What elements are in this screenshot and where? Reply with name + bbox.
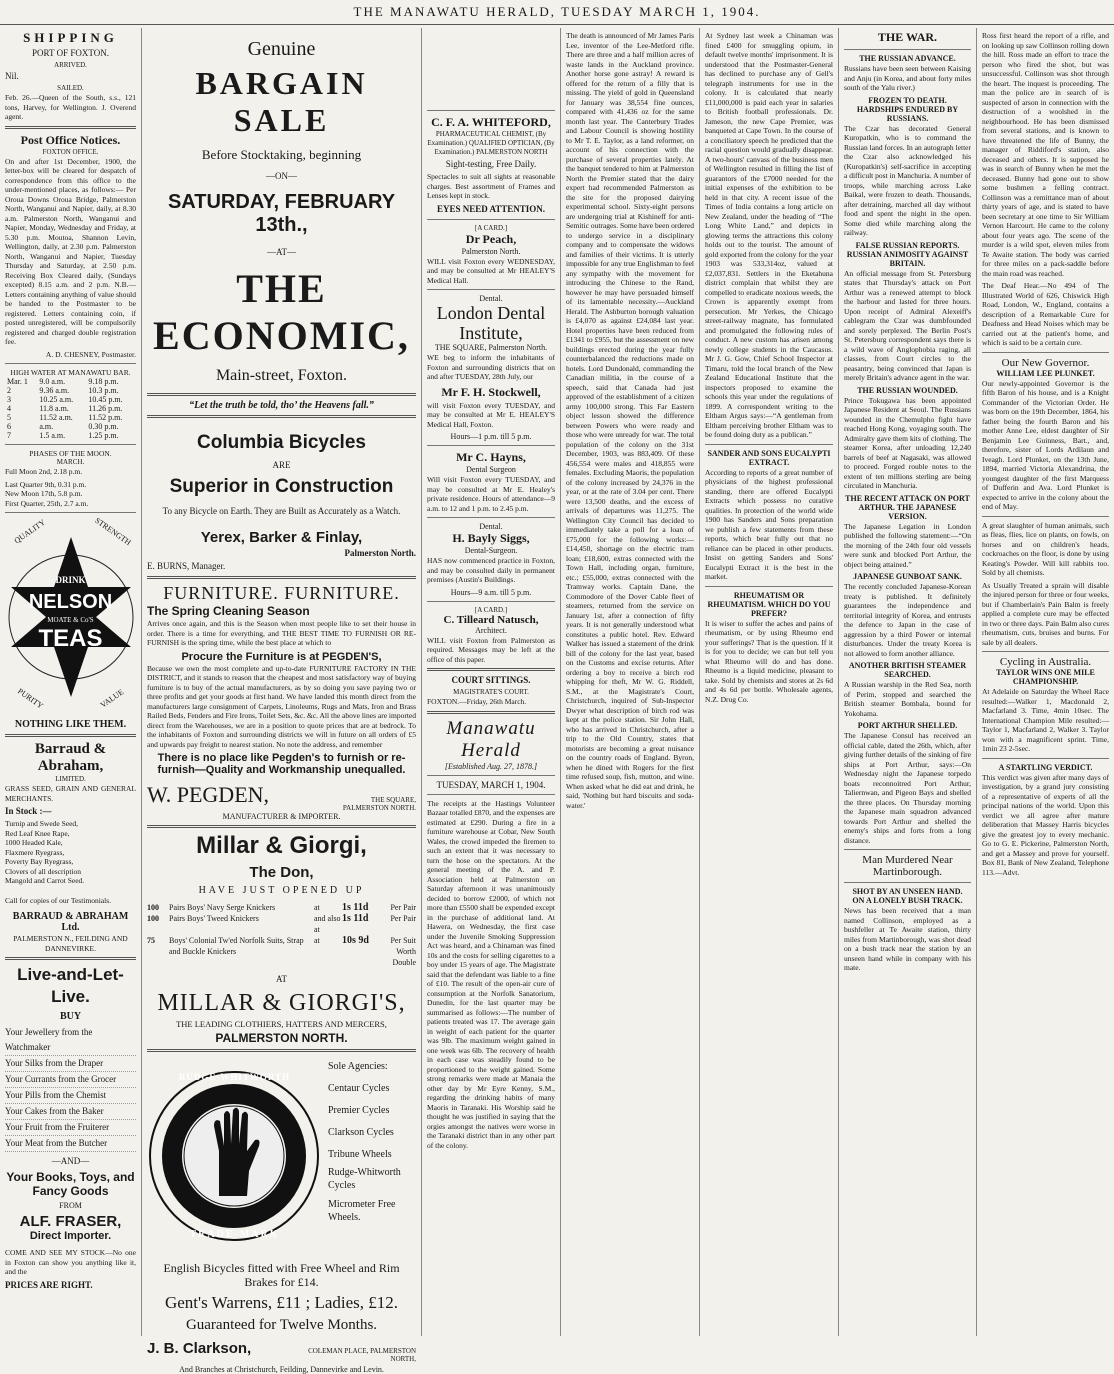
divider	[844, 882, 971, 883]
divider	[844, 49, 971, 50]
hayns-text: Will visit Foxton every TUESDAY, and may be consulted at Mr E. Healey's private residence. Hours of attendance—9 a.m. to 12 and 1 p.m. to 2.45 p.m.	[427, 475, 555, 513]
table-row	[147, 935, 416, 968]
war-text: The recently concluded Japanese-Korean treaty is published. It definitely guarantees the independence and territorial integrity of Korea, and entrusts the defence to Japan in the case of aggression by a third Power or internal disturbances. Under the treaty Korea is not allowed to form another alliance.	[844, 582, 971, 658]
barraud-title: Barraud & Abraham,	[34, 741, 107, 774]
siggs-text: HAS now commenced practice in Foxton, and may be consulted daily in permanent premises (Austin's Buildings.	[427, 556, 555, 584]
barraud-footer: BARRAUD & ABRAHAM Ltd.	[12, 911, 129, 933]
divider	[705, 586, 833, 587]
hayns-sub: Dental Surgeon	[466, 465, 516, 474]
stock-item: Mangold and Carrot Seed.	[5, 876, 85, 885]
rheumatism-text: It is wiser to suffer the aches and pains of rheumatism, or by using Rheumo end your sufferings? That is the question. If it is for you to decide; we can but tell you what Rheumo will do and has done. Rheumo is a liquid medicine, pleasant to take. Sold by chemists and stores at 2s 6d and 4s 6d per bottle. Wholesale agents, N.Z. Drug Co.	[705, 618, 833, 704]
recent-attack-title: THE RECENT ATTACK ON PORT ARTHUR. THE JAPANESE VERSION.	[845, 493, 970, 521]
table-row	[5, 413, 136, 422]
agency-item: Sole Agencies:	[328, 1061, 388, 1072]
pegden-sub: MANUFACTURER & IMPORTER.	[222, 812, 341, 821]
tide-pm: 0.30 p.m.	[88, 422, 119, 431]
procure-title: Procure the Furniture is at PEGDEN'S,	[181, 650, 382, 663]
emblem-bottom-text: TRADE-MARK	[189, 1229, 280, 1240]
news-article: The death is announced of Mr James Paris Lee, inventor of the Lee-Metford rifle. There are three and a half million acres of waste lands in the Auckland province. Another horse gone astray! A reward is offered for the return of a filly that is missing. The yield of gold in Queensland for January was 38,554 fine ounces, compared with 41,436 oz for the same month last year. The Canterbury Trades and Labour Council is showing hostility to Mr T. E. Taylor, as a land reformer, on account of his connection with the purchase of several properties lately. At the banquet tendered to him at Palmerston North the Premier stated that the dairy expert had recommended Palmerston as the site for the proposed dairying experimental school. Sixty-eight persons are undergoing trial at Kishineff for anti-Semitic outrages. Some have been ordered to undergo service in a disciplinary company and to compensate the widows and families of their victims. It is utterly impossible for any true Englishman to feel any sympathy with the movement for introducing the Chinese to the Rand, however he may have persuaded himself of its lamentable necessity.—Auckland Herald. The Ashburton borough valuation is £4,070 as against £24,084 last year. Hotel properties have been reduced from £1341 to £955, but the assessment on new buildings erected during the year fully counterbalanced the reductions made on hotels. Lord Dundonald, commanding the Canadian militia, in the course of a speech, said that Canada had just approved of the establishment of a citizen army 100,000 strong. This Far Eastern object lesson showed the difference between Powers who were ready and those who were unready for war. The total population of the colony on the 31st December, 1903, was 883,409. Of these 456,554 were males and 418,855 were females. Excluding Maoris, the population of the colony increased by 24,376 in the year, or at the rate of 3.04 per cent. There were 13,500 deaths, and the excess of arrivals of departures was 11,275. The Wellington City Council has decided to immediately take a poll for a loan of £75,000 for the following works:—£14,450, shortage on the electric tram loan; £18,600, extras connected with the Town Hall, including organ, furniture, etc.; £55,000, extras connected with the Tramway works. Captain Dane, the Commodore of the Dover Cable fleet of steamers, returned from the service on January 1st, after a connection of fifty years. It is not generally understood what constitutes a public hotel. Rev. Edward Walker has issued a statement of the drink bill of the colony for the last year, based on the Customs and excise returns. After ordering a boy to receive a birch rod whipping for theft, Mr W. G. Riddell, S.M., at the Magistrate's Court, Christchurch, inquired of Sub-Inspector Dwyer what description of birch rod was kept at the police station. Sir John Hall, who has arrived in Christchurch, after a trip to the Old Country, states that motorists are becoming a great nuisance on the country roads of England. Byron, when he dined with Rogers for the first time refused soup, fish, mutton, and wine. When asked what he did eat and drink, he said, 'Nothing but hard biscuits and soda-water.'	[566, 31, 694, 810]
unit: Per Pair	[390, 903, 416, 912]
sale-date: SATURDAY, FEBRUARY 13th.,	[167, 191, 396, 236]
war-text: Prince Tokugawa has been appointed Japanese Resident at Seoul. The Russians wounded in the Chemulpho fight have reached Hong Kong, voyaging south. The Admiralty gave them kits of clothing. The steamer Korea, after unloading 12,240 barrels of beef at Nagasaki, was allowed to proceed. Forged rouble notes to the extent of ten millions sterling are being circulated in Manchuria.	[844, 395, 971, 490]
at: at	[314, 903, 320, 912]
table-row	[147, 902, 416, 913]
plunket-name: WILLIAM LEE PLUNKET.	[996, 368, 1095, 378]
nothing-like: NOTHING LIKE THEM.	[14, 719, 127, 730]
war-title: THE WAR.	[877, 30, 938, 44]
london-text: WE beg to inform the inhabitants of Foxton and surrounding districts that on and after TUESDAY, 28th July, our	[427, 353, 555, 381]
tide-day: 2	[7, 386, 11, 395]
agency-item: Micrometer Free Wheels.	[328, 1199, 396, 1223]
price: 1s 11d	[342, 913, 369, 924]
unit: Per Pair	[390, 914, 416, 923]
divider	[427, 775, 555, 776]
prices-right: PRICES ARE RIGHT.	[5, 1279, 93, 1290]
main-street: Main-street, Foxton.	[215, 367, 348, 384]
war-text: A Russian warship in the Red Sea, north of Perim, stopped and searched the British steamer Bombala, bound for Yokohama.	[844, 680, 971, 718]
no-place-text: There is no place like Pegden's to furnish or re-furnish—Quality and Workmanship unequalled.	[157, 752, 406, 776]
stock-item: Flaxmere Ryegrass,	[5, 847, 65, 857]
whiteford-sub: PHARMACEUTICAL CHEMIST, (By Examination.) QUALIFIED OPTICIAN, (By Examination.) PALMERSTON NORTH	[427, 130, 555, 156]
war-sub: THE RUSSIAN ADVANCE.	[859, 54, 956, 63]
divider	[5, 444, 136, 445]
column-6	[839, 28, 976, 1336]
teas-label: TEAS	[38, 625, 103, 652]
stock-item: Red Leaf Knee Rape,	[5, 828, 70, 838]
tide-am: 9.0 a.m.	[39, 377, 66, 386]
phase-item: New Moon 17th, 5.8 p.m.	[5, 489, 83, 498]
divider	[5, 126, 136, 129]
table-row	[5, 386, 136, 395]
divider	[427, 794, 555, 795]
peach-text: WILL visit Foxton every WEDNESDAY, and may be consulted at Mr HEALEY'S Medical Hall.	[427, 256, 555, 285]
news-article: Ross first heard the report of a rifle, and on looking up saw Collinson rolling down the hill. Ross made an effort to trace the person who fired the shot, but was unsuccessful. Collinson was shot through the heart. The inquest is proceeding. The man the police are in search of is suspected of arson in connection with the destruction of a woolshed in the neighbourhood. He has been dismissed from several stations, and is known to have threatened the life of Bunny, the manager of Riddiford's station, also deceased and others. It is supposed he was in search of Bunny when he met the deceased. Bunny had gone out to show some bushmen a felling contract. Collinson was a remittance man of about thirty years of age, and is stated to have been secretary at one time to Sir William Vernon Harcourt. He came to the colony about four years ago. The scene of the murder is a wild spot, eleven miles from Te Awaite station. The body was carried for three miles on a pack-saddle before the main road was reached.	[982, 31, 1109, 278]
animals-text: A great slaughter of human animals, such as fleas, flies, lice on plants, on fowls, on horses and on children's heads, cockroaches on the floor, is done by using Keating's Powder. Will kill rabbits too. Sold by all chemists.	[982, 520, 1109, 577]
tide-am: a.m.	[39, 422, 54, 431]
purity-label: PURITY	[15, 686, 45, 711]
millar-title: Millar & Giorgi,	[196, 832, 367, 859]
the-don: The Don,	[249, 864, 314, 881]
barraud-places: PALMERSTON N., FEILDING AND DANNEVIRKE.	[13, 934, 128, 953]
divider	[147, 1049, 416, 1052]
divider	[982, 651, 1109, 652]
value-label: VALUE	[99, 687, 126, 710]
before-stocktaking: Before Stocktaking, beginning	[201, 147, 362, 162]
gents-price: Gent's Warrens, £11 ; Ladies, £12.	[164, 1293, 399, 1312]
divider	[147, 576, 416, 579]
just-opened: HAVE JUST OPENED UP	[198, 885, 365, 896]
false-reports-title: FALSE RUSSIAN REPORTS. RUSSIAN ANIMOSITY AGAINST BRITAIN.	[846, 240, 969, 268]
price: 1s 11d	[342, 902, 369, 913]
tide-pm: 9.18 p.m.	[88, 377, 119, 386]
tide-title: HIGH WATER AT MANAWATU BAR.	[10, 368, 131, 377]
spring-text: Arrives once again, and this is the Season when most people like to set their house in order. There is a time for everything, and THE BEST TIME TO FURNISH OR RE-FURNISH is the spring time, while the best place at which to	[147, 619, 416, 647]
tide-day: 5	[7, 413, 11, 422]
postmaster: A. D. CHESNEY, Postmaster.	[45, 349, 136, 359]
divider	[5, 512, 136, 513]
divider	[982, 516, 1109, 517]
war-text: The Czar has decorated General Kuropatkin, who is to command the Russian land forces. In an autograph letter the Czar also acknowledged his (Kuropatkin's) self-sacrifice in accepting a difficult post in Manchuria. A number of troops, while marching across Lake Baikal, were frozen to death. Thousands, after detraining, marched all day without food and spent the night in the open. Some died while marching along the railway.	[844, 123, 971, 237]
barraud-limited: LIMITED.	[55, 775, 86, 783]
buy-item: Your Pills from the Chemist	[5, 1088, 136, 1104]
yerex-location: Palmerston North.	[344, 548, 416, 558]
direct-importer: Direct Importer.	[29, 1230, 112, 1242]
frozen-title: FROZEN TO DEATH. HARDSHIPS ENDURED BY RUSSIANS.	[856, 95, 959, 123]
buy-item: Your Meat from the Butcher	[5, 1136, 136, 1152]
dental-label-2: Dental.	[479, 522, 503, 531]
buy-item: Your Currants from the Grocer	[5, 1072, 136, 1088]
at-label: —AT—	[267, 247, 296, 257]
call-copies: Call for copies of our Testimonials.	[5, 895, 111, 905]
post-office-sub: FOXTON OFFICE.	[42, 147, 99, 156]
item: Pairs Boys' Tweed Knickers	[169, 914, 259, 923]
arrived-label: ARRIVED.	[54, 61, 87, 69]
masthead: THE MANAWATU HERALD, TUESDAY MARCH 1, 1904.	[0, 0, 1114, 25]
tide-am: 11.8 a.m.	[39, 404, 69, 413]
governor-title: Our New Governor.	[1001, 356, 1090, 369]
divider	[5, 734, 136, 737]
in-stock: In Stock :—	[5, 806, 52, 816]
agency-item: Rudge-Whitworth Cycles	[328, 1167, 401, 1191]
sander-title: SANDER AND SONS EUCALYPTI EXTRACT.	[707, 448, 831, 467]
gunboat-title: JAPANESE GUNBOAT SANK.	[853, 572, 962, 581]
spring-title: The Spring Cleaning Season	[147, 604, 310, 618]
war-text: An official message from St. Petersburg states that Thursday's attack on Port Arthur was a renewed attempt to block the harbour and lasted for three hours. Upon receipt of Admiral Alexeiff's cablegram the Czar was dumbfounded and sorely perplexed. The Berlin Post's St. Petersburg correspondent says there is a wild wave of Anglophobia raging, all classes, from Court circles to the peasantry, being convinced that Japan is merely Britain's advance agent in the war.	[844, 268, 971, 382]
drink-label: DRINK	[55, 575, 86, 585]
steamer-title: ANOTHER BRITISH STEAMER SEARCHED.	[848, 661, 967, 679]
emblem-top-text: RUDGE-WHITWORTH	[178, 1072, 291, 1082]
from-label: FROM	[59, 1201, 82, 1210]
court-title: COURT SITTINGS.	[451, 675, 531, 685]
column-2	[142, 28, 421, 1374]
divider	[5, 363, 136, 364]
square-label: THE SQUARE, Palmerston North.	[434, 343, 548, 352]
unit: Per Suit Worth Double	[390, 936, 416, 967]
divider	[427, 445, 555, 446]
lonely-title: ON A LONELY BUSH TRACK.	[852, 896, 963, 905]
agency-item: Tribune Wheels	[328, 1149, 392, 1160]
startling-title: A STARTLING VERDICT.	[998, 762, 1093, 772]
superior-title: Superior in Construction	[169, 476, 394, 497]
qty: 100	[147, 903, 159, 912]
war-text: News has been received that a man named Collinson, employed as a bushfeller at Te Awaite station, thirty miles from Martinborough, was shot dead on a bush track near the station by an unseen hand while in company with his mate.	[844, 906, 971, 972]
a-card-2: [A CARD.]	[474, 605, 508, 614]
divider	[427, 110, 555, 111]
on-label: —ON—	[266, 171, 297, 181]
taylor-title: TAYLOR WINS ONE MILE CHAMPIONSHIP.	[996, 668, 1095, 686]
stock-item: Turnip and Swede Seed,	[5, 819, 79, 828]
sailed-label: SAILED.	[57, 84, 84, 92]
agency-item: Centaur Cycles	[328, 1083, 390, 1094]
stockwell-text: will visit Foxton every TUESDAY, and may be consulted at Mr E. HEALEY'S Medical Hall, Foxton.	[427, 400, 555, 429]
divider	[147, 825, 416, 828]
item: Boys' Colonial Tw'ed Norfolk Suits, Strap and Buckle Knickers	[169, 936, 304, 956]
nelson-label: NELSON	[28, 591, 113, 613]
millar-giorgi-title: MILLAR & GIORGI'S,	[157, 990, 406, 1016]
motto: “Let the truth be told, tho’ the Heavens fall.”	[189, 400, 374, 411]
live-title: Live-and-Let-Live.	[17, 965, 124, 1006]
pegden-address: THE SQUARE, PALMERSTON NORTH.	[342, 796, 416, 812]
peach-name: Dr Peach,	[465, 231, 517, 246]
cycling-title: Cycling in Australia.	[999, 656, 1092, 668]
stock-item: Clovers of all description	[5, 866, 82, 876]
table-row	[147, 913, 416, 935]
rheumatism-title: RHEUMATISM OR RHEUMATISM. WHICH DO YOU PREFER?	[707, 590, 831, 618]
tide-day: 7	[7, 431, 11, 440]
shelled-title: PORT ARTHUR SHELLED.	[857, 721, 958, 730]
clothiers-label: THE LEADING CLOTHIERS, HATTERS AND MERCERS,	[176, 1019, 387, 1029]
at-label-2: AT	[276, 974, 287, 984]
eyes-attention: EYES NEED ATTENTION.	[436, 203, 546, 214]
port-label: PORT OF FOXTON.	[32, 48, 109, 58]
siggs-name: H. Bayly Siggs,	[452, 531, 530, 545]
sight-testing: Sight-testing, Free Daily.	[445, 159, 537, 169]
at: and also at	[314, 914, 341, 934]
at: at	[314, 936, 320, 945]
tide-am: 1.5 a.m.	[39, 431, 66, 440]
branches: And Branches at Christchurch, Feilding, Dannevirke and Levin.	[179, 1365, 384, 1374]
news-article: The receipts at the Hastings Volunteer Bazaar totalled £870, and the expenses are estimated at £290. During a fire in a furniture warehouse at Cobar, New South Wales, the crowd impeded the firemen to such an extent that it was necessary to turn the hose on the spectators. At the general meeting of the A. and P. Association held at Palmerston on Saturday afternoon it was unanimously decided to borrow £2000, of which not more than £5500 shall be expended except in the purchase of additional land. At Hawera, on Wednesday, the first case under the Juvenile Smoking Suppression Act was heard, and a Chinaman was fined 10s and the costs for selling cigarettes to a boy under 15 years of age. The Magistrate said that the defendant was liable to a fine of £10. The result of the open-air cure of consumption at the Norfolk Sanatorium, Dunedin, for the last quarter may be summarised as follows:—The number of patients treated was 17. The average gain in weight of each patient for the quarter was 9lb. The maximum weight gained in one week was 6lb. The recovery of health in each case was steadily found to be proportioned to the weight gained. Some strong remarks were made at Manaia the other day by Mr Eyre Kenny, S.M., regarding the drinking habits of many Maoris in Taranaki. His Worship said he thought he was justified in saying that the orgies amongst the natives were worse in the Taranaki district than in any other part of the colony.	[427, 798, 555, 1150]
spectacles-text: Spectacles to suit all sights at reasonable charges. Best assortment of Frames and Lenses kept in stock.	[427, 172, 555, 200]
table-row	[5, 377, 136, 386]
post-office-title: Post Office Notices.	[20, 132, 121, 147]
divider	[427, 711, 555, 714]
buy-item: Your Fruit from the Fruiterer	[5, 1120, 136, 1136]
tide-table	[5, 377, 136, 440]
genuine-label: Genuine	[247, 38, 316, 60]
buy-item: Your Jewellery from the Watchmaker	[5, 1025, 136, 1056]
divider	[982, 758, 1109, 759]
divider	[982, 352, 1109, 353]
natusch-sub: Architect.	[475, 625, 507, 635]
tide-day: 4	[7, 404, 11, 413]
rheum-text: As Usually Treated a sprain will disable the injured person for three or four weeks, but if Chamberlain's Pain Balm is freely applied a complete cure may be effected in two or three days. Pain Balm also cures rheumatism, cuts, bruises and burns. For sale by all dealers.	[982, 580, 1109, 647]
any-bicycle-text: To any Bicycle on Earth. They are Built as Accurately as a Watch.	[162, 506, 401, 516]
divider	[5, 957, 136, 960]
palmerston-label: PALMERSTON NORTH.	[215, 1031, 348, 1045]
column-1	[0, 28, 141, 1336]
tide-pm: 10.45 p.m.	[88, 395, 123, 404]
barraud-desc: GRASS SEED, GRAIN AND GENERAL MERCHANTS.	[5, 784, 136, 803]
tide-pm: 1.25 p.m.	[88, 431, 119, 440]
moate-label: MOATE & Co'S	[47, 616, 94, 624]
economic-title: THE ECONOMIC,	[153, 266, 410, 358]
dental-label: Dental.	[479, 294, 503, 303]
divider	[427, 517, 555, 518]
natusch-text: WILL visit Foxton from Palmerston as required. Messages may be left at the office of this paper.	[427, 635, 555, 664]
sailed-text: Feb. 26.—Queen of the South, s.s., 121 tons, Harvey, for Wellington. J. Overend agent.	[5, 93, 136, 121]
hayns-name: Mr C. Hayns,	[456, 450, 526, 464]
foxton-friday: FOXTON.—Friday, 26th March.	[427, 697, 527, 706]
tide-day: 3	[7, 395, 11, 404]
peach-location: Palmerston North.	[461, 246, 521, 256]
stock-item: 1000 Headed Kale,	[5, 838, 63, 847]
divider	[147, 415, 416, 418]
phase-item: Last Quarter 9th, 0.31 p.m.	[5, 479, 87, 489]
books-label: Your Books, Toys, and Fancy Goods	[6, 1170, 135, 1198]
and-label: —AND—	[51, 1156, 90, 1166]
murdered-title: Man Murdered Near Martinborough.	[862, 854, 953, 878]
buy-item: Your Cakes from the Baker	[5, 1104, 136, 1120]
shot-title: SHOT BY AN UNSEEN HAND.	[852, 887, 963, 896]
deaf-text: The Deaf Hear.—No 494 of The Illustrated World of 626, Chiswick High Road, London, W., England, contains a description of a Remarkable Cure for Deafness and Head Noises which may be carried out at the patient's home, and which is said to be a certain cure.	[982, 281, 1109, 347]
price: 10s 9d	[342, 935, 369, 946]
column-5	[700, 28, 838, 1336]
news-article: At Sydney last week a Chinaman was fined £400 for smuggling opium, in default twelve months' imprisonment. It is understood that the Postmaster-General has declined to purchase any of Gell's telegraph instruments for use in the colony. It is calculated that nearly £11,000,000 is paid each year in salaries to British football professionals. Dr. Jameson, the new Cape Premier, was banqueted at Cape Town. In the course of a conciliatory speech he predicted that the racial question would gradually disappear. A two-hours' canvass of the business men of Wellington resulted in filling the list of guarantors of the £7000 needed for the initial expenses of the exhibition to be held in that city. A recent issue of the Times of India contains a long article on New Zealand, under the heading of “The Long White Land,” and depicts in glowing terms the attractions this colony holds out to the tourist. The amount of gold exported from the colony for the year 1903 was 533,314oz, valued at £2,037,831. Settlers in the Eketahuna district complain that whilst they are compelled to eradicate noxious weeds, the Crown is apparently exempt from persecution. Mr Yerkes, the Chicago street-railway magnate, has formulated and promulgated the following rules of conduct. A new custom has arisen among newly college students in the Caucasus. Mr J. G. Gow, Chief School Inspector at Timaru, told the local branch of the New Zealand Educational Institute that the inspectors proposed to examine the schools this year under the regulations of 1899. A correspondent writing to the Eltham Argus says:—“A gentleman from Eltham perceiving brother Eltham was to be found doing duty as a publican.”	[705, 31, 833, 439]
whiteford-name: C. F. A. WHITEFORD,	[431, 115, 551, 129]
buy-label: BUY	[59, 1011, 82, 1022]
cycling-text: At Adelaide on Saturday the Wheel Race resulted:—Walker 1, Macdonald 2, Macfarland 3. Time, 4min 10sec. The International Champion Mile resulted:—Taylor 1, Macfarland 2, Walker 3. Taylor won with a magnificent sprint. Time, 1min 23 2-5sec.	[982, 687, 1109, 753]
sander-text: According to reports of a great number of physicians of the highest professional standing, there are offered Eucalypti Extracts which possess no curative qualities. In protection of the world wide 1900 has Sanders and Sons preparation we publish a few statements from these reports, which bear fully out that no reliance can be placed in other products. Insist on getting Sanders and Sons' Eucalypti Extract it is the best in the market.	[705, 467, 833, 581]
divider	[427, 668, 555, 671]
natusch-name: C. Tilleard Natusch,	[443, 613, 539, 626]
hours-1: Hours—1 p.m. till 5 p.m.	[450, 432, 532, 441]
tide-day: 6	[7, 422, 11, 431]
burns-manager: E. BURNS, Manager.	[147, 561, 226, 571]
tide-pm: 10.3 p.m.	[88, 386, 119, 395]
startling-text: This verdict was given after many days of investigation, by a grand jury consisting of a representative of experts of all the principal nations of the world. Upon this verdict we all agree after mature deliberation that Massey Harris bicycles give the greatest joy to every mechanic. Go to G. E. Pickerine, Palmerston North, and get a Massey and prove for yourself. Box 81, Bank of New Zealand, Telephone 113.—Advt.	[982, 772, 1109, 877]
furniture-title: FURNITURE. FURNITURE.	[163, 583, 400, 603]
rudge-emblem	[147, 1056, 322, 1256]
buy-item: Your Silks from the Draper	[5, 1056, 136, 1072]
divider	[427, 601, 555, 602]
procure-text: Because we own the most complete and up-to-date FURNITURE FACTORY IN THE DISTRICT, and it stands to reason that the cheapest and most satisfactory way of buying furniture is to buy of the actual manufacturers, as by so doing you save paying two or three profits and get your goods at first hand. We have landed this month direct from the manufacturers large consignment of Carpets, Linoleums, Rugs and Mats, Iron and Brass Railed Beds, Fenders and Fire Irons, Toilet Sets, &c. &c. All the above lines are imported direct from the Warehouses, we are in a position to quote prices that are at bedrock. To the inhabitants of Foxton and surrounding districts we will in future on all orders of £5 and upwards pay freight to nearest station. No note the address, and remember	[147, 663, 416, 749]
siggs-sub: Dental-Surgeon.	[464, 546, 518, 555]
come-see-text: COME AND SEE MY STOCK—No one in Foxton can show you anything like it, and the	[5, 1248, 136, 1276]
stockwell-name: Mr F. H. Stockwell,	[441, 384, 541, 399]
item: Pairs Boys' Navy Serge Knickers	[169, 903, 276, 912]
wounded-title: THE RUSSIAN WOUNDED.	[857, 385, 958, 395]
bargain-title: BARGAIN SALE	[195, 65, 368, 138]
hours-2: Hours—9 a.m. till 5 p.m.	[450, 587, 532, 597]
guaranteed: Guaranteed for Twelve Months.	[185, 1317, 378, 1333]
phase-item: Full Moon 2nd, 2.18 p.m.	[5, 467, 83, 476]
rudge-advert	[147, 1056, 416, 1261]
divider	[427, 289, 555, 290]
table-row	[5, 395, 136, 404]
table-row	[5, 431, 136, 440]
war-text: The Japanese Consul has received an official cable, dated the 26th, which, after giving further details of the sinking of fire ships at Port Arthur, says:—On Wednesday night the Japanese torpedo boats reconnoitred Port Arthur, Taliernwan, and Pigeon Bays and shelled the three places. On Thursday morning the Japanese main squadron advanced towards Port Arthur and shelled the enemy's ships and forts from a long distance.	[844, 731, 971, 845]
shipping-title: SHIPPING	[23, 30, 118, 45]
war-text: The Japanese Legation in London published the following statement:—“On the morning of the 24th four old vessels were sunk and blocked Port Arthur, the object being attained.”	[844, 521, 971, 569]
pegden-name: W. PEGDEN,	[147, 782, 270, 807]
phases-month: MARCH.	[56, 458, 85, 466]
clarkson-name: J. B. Clarkson,	[147, 1340, 252, 1357]
clarkson-address: COLEMAN PLACE, PALMERSTON NORTH,	[308, 1347, 416, 1363]
divider	[705, 444, 833, 445]
columbia-title: Columbia Bicycles	[197, 432, 366, 453]
arrived-nil: Nil.	[5, 71, 19, 81]
qty: 100	[147, 914, 159, 923]
divider	[147, 393, 416, 396]
column-7	[977, 28, 1114, 1336]
phase-item: First Quarter, 25th, 2.7 a.m.	[5, 498, 89, 508]
magistrate-label: MAGISTRATE'S COURT.	[453, 688, 529, 696]
qty: 75	[147, 936, 155, 945]
herald-date: TUESDAY, MARCH 1, 1904.	[436, 779, 546, 790]
table-row	[5, 404, 136, 413]
are-label: ARE	[272, 460, 291, 470]
divider	[427, 219, 555, 220]
agency-item: Clarkson Cycles	[328, 1127, 394, 1138]
tide-pm: 11.52 p.m.	[88, 413, 123, 422]
tide-am: 9.36 a.m.	[39, 386, 70, 395]
herald-title: Manawatu Herald	[446, 717, 536, 761]
column-3	[422, 28, 560, 1336]
column-4	[561, 28, 699, 1336]
don-table	[147, 902, 416, 968]
tide-am: 10.25 a.m.	[39, 395, 74, 404]
fraser-name: ALF. FRASER,	[19, 1213, 122, 1230]
tide-am: 11.52 a.m.	[39, 413, 73, 422]
war-text: Russians have been seen between Kaising and Anju (in Korea, and about forty miles south of the Yalu river.)	[844, 64, 971, 92]
strength-label: STRENGTH	[92, 515, 133, 548]
hand-emblem-icon	[147, 1056, 322, 1256]
english-bicycles: English Bicycles fitted with Free Wheel and Rim Brakes for £14.	[163, 1261, 400, 1289]
divider	[844, 849, 971, 850]
london-dental-title: London Dental Institute,	[436, 303, 546, 343]
nelson-tea-advert	[6, 517, 136, 717]
post-office-text: On and after 1st December, 1900, the letter-box will be cleared for despatch of correspondence from this office to the under-mentioned places, as follows:— Per Oroua Downs Oroua Bridge, Palmerston North, Wanganui and Napier, daily, at 8.30 a.m. Palmerston North, Wanganui and Napier, Monday, Wednesday and Friday, at 5.30 p.m. Moutoa, Shannon Levin, Wellington, daily, at 2.30 p.m. Palmerston North, Wanganui and Napier, Tuesday Thursday and Saturday, at 2.50 p.m. Receiving Box Cleared daily, (Sundays excepted) 8.15 a.m. and 2 p.m. N.B.—Letters containing anything of value should be handed to the Postmaster to be registered. Letters containing coin, if posted unregistered, will be compulsorily registered and charged double registration fee.	[5, 156, 136, 346]
table-row	[5, 422, 136, 431]
yerex-title: Yerex, Barker & Finlay,	[200, 529, 363, 546]
a-card: [A CARD.]	[474, 223, 508, 232]
tide-day: Mar. 1	[7, 377, 28, 386]
established: [Established Aug. 27, 1878.]	[444, 761, 538, 771]
agency-item: Premier Cycles	[328, 1105, 390, 1116]
governor-text: Our newly-appointed Governor is the fifth Baron of his house, and is a Knight Commander of the Victorian Order. He was born on the 19th December, 1864, his father being the fourth Baron and his mother Anne Lee, eldest daughter of Sir Benjamin Lee Guinness, Bart., and, therefore, sister of Lords Ardilaun and Iveagh. Lord Plunket, on the 13th June, 1894, married Victoria Alexandrina, the youngest daughter of the first Marquess of Dufferin and Ava. Lord Plunket is expected to arrive in the colony about the end of May.	[982, 378, 1109, 511]
quality-label: QUALITY	[12, 517, 47, 546]
tide-pm: 11.26 p.m.	[88, 404, 123, 413]
phases-title: PHASES OF THE MOON.	[29, 449, 112, 458]
stock-item: Poverty Bay Ryegrass,	[5, 857, 74, 866]
